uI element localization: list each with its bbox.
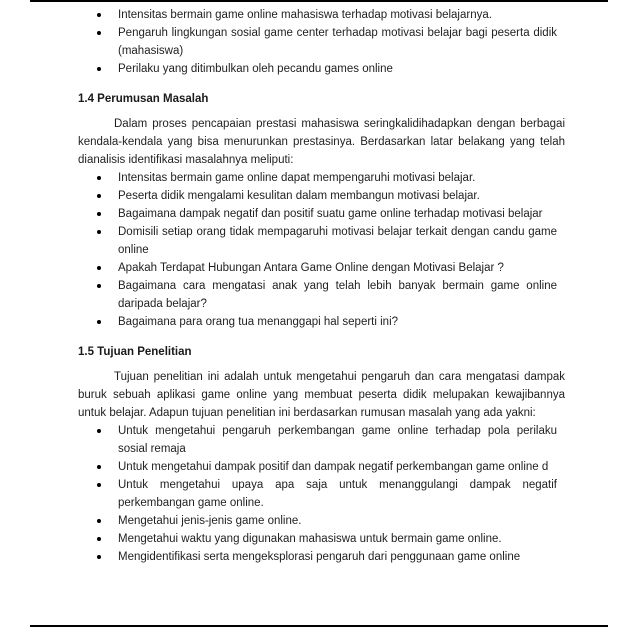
bullet-icon [97, 230, 101, 234]
bullet-icon [97, 555, 101, 559]
bullet-text: Untuk mengetahui upaya apa saja untuk menanggulangi dampak negatif perkembangan game online. [118, 479, 557, 509]
bullet-text: Bagaimana dampak negatif dan positif suatu game online terhadap motivasi belajar [118, 208, 543, 220]
section-1-4-paragraph: Dalam proses pencapaian prestasi mahasiswa seringkalidihadapkan dengan berbagai kendala-kendala yang bisa menurunkan prestasinya. Berdasarkan latar belakang yang telah dianalisis identifikasi masalahnya meliputi: [78, 118, 565, 166]
bullet-text: Intensitas bermain game online dapat mempengaruhi motivasi belajar. [118, 172, 476, 184]
bullet-icon [97, 320, 101, 324]
list-item [78, 530, 565, 548]
bullet-icon [97, 465, 101, 469]
section-1-5-paragraph: Tujuan penelitian ini adalah untuk mengetahui pengaruh dan cara mengatasi dampak buruk sebuah aplikasi game online yang membuat peserta didik melupakan kewajibannya untuk belajar. Adapun tujuan penelitian ini berdasarkan rumusan masalah yang ada yakni: [78, 371, 565, 419]
bottom-border-line [30, 625, 608, 627]
bullet-text: Untuk mengetahui pengaruh perkembangan game online terhadap pola perilaku sosial remaja [118, 425, 557, 455]
bullet-text: Apakah Terdapat Hubungan Antara Game Online dengan Motivasi Belajar ? [118, 262, 504, 274]
list-item [78, 259, 565, 277]
bullet-icon [97, 266, 101, 270]
top-border-line [30, 0, 608, 2]
bullet-icon [97, 194, 101, 198]
list-item [78, 60, 565, 78]
bullet-text: Bagaimana para orang tua menanggapi hal seperti ini? [118, 316, 399, 328]
list-item [78, 512, 565, 530]
list-item [78, 277, 565, 313]
bullet-icon [97, 176, 101, 180]
intro-bullet-list [78, 6, 565, 78]
bullet-icon [97, 13, 101, 17]
bullet-icon [97, 483, 101, 487]
bullet-text: Perilaku yang ditimbulkan oleh pecandu games online [118, 63, 393, 75]
bullet-icon [97, 31, 101, 35]
bullet-text: Untuk mengetahui dampak positif dan dampak negatif perkembangan game online d [118, 461, 549, 473]
bullet-text: Mengetahui jenis-jenis game online. [118, 515, 302, 527]
list-item [78, 205, 565, 223]
list-item [78, 24, 565, 60]
list-item [78, 476, 565, 512]
section-1-5-bullet-list [78, 422, 565, 566]
bullet-text: Intensitas bermain game online mahasiswa terhadap motivasi belajarnya. [118, 9, 492, 21]
bullet-icon [97, 537, 101, 541]
list-item [78, 458, 565, 476]
bullet-text: Mengidentifikasi serta mengeksplorasi pengaruh dari penggunaan game online [118, 551, 521, 563]
section-1-4-bullet-list [78, 169, 565, 331]
bullet-icon [97, 284, 101, 288]
bullet-icon [97, 519, 101, 523]
list-item [78, 187, 565, 205]
list-item [78, 548, 565, 566]
section-heading-1-4: 1.4 Perumusan Masalah [78, 93, 209, 105]
list-item [78, 169, 565, 187]
bullet-icon [97, 67, 101, 71]
bullet-text: Pengaruh lingkungan sosial game center terhadap motivasi belajar bagi peserta didik (mahasiswa) [118, 27, 557, 57]
list-item [78, 422, 565, 458]
section-heading-1-5: 1.5 Tujuan Penelitian [78, 346, 192, 358]
list-item [78, 313, 565, 331]
list-item [78, 223, 565, 259]
bullet-text: Peserta didik mengalami kesulitan dalam membangun motivasi belajar. [118, 190, 480, 202]
bullet-icon [97, 429, 101, 433]
list-item [78, 6, 565, 24]
bullet-icon [97, 212, 101, 216]
bullet-text: Domisili setiap orang tidak mempagaruhi motivasi belajar terkait dengan candu game online [118, 226, 557, 256]
bullet-text: Mengetahui waktu yang digunakan mahasiswa untuk bermain game online. [118, 533, 502, 545]
bullet-text: Bagaimana cara mengatasi anak yang telah lebih banyak bermain game online daripada belajar? [118, 280, 557, 310]
